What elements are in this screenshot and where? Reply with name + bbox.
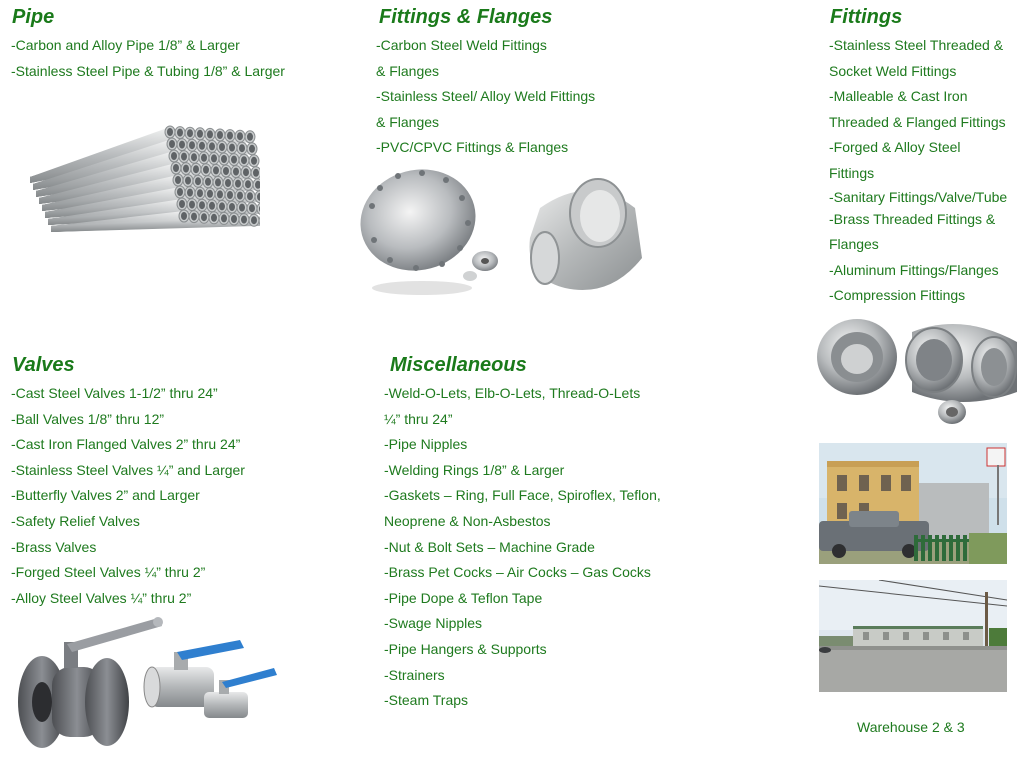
list-item: -Stainless Steel Threaded & — [829, 37, 1004, 53]
list-item: -Stainless Steel/ Alloy Weld Fittings — [376, 88, 596, 105]
pipe-bundle-image — [20, 118, 260, 240]
list-item: -Carbon Steel Weld Fittings — [376, 37, 547, 53]
miscellaneous-heading: Miscellaneous — [390, 354, 527, 376]
list-item: -Safety Relief Valves — [11, 512, 140, 529]
list-item: -Stainless Steel Valves ¼” and Larger — [11, 461, 245, 478]
list-item: -Sanitary Fittings/Valve/Tube — [829, 188, 1008, 205]
list-item: Socket Weld Fittings — [829, 62, 957, 79]
list-item: -Carbon and Alloy Pipe 1/8” & Larger — [11, 37, 240, 53]
list-item: -Weld-O-Lets, Elb-O-Lets, Thread-O-Lets — [384, 385, 641, 401]
list-item: Flanges — [829, 236, 879, 253]
list-item: -Brass Threaded Fittings & — [829, 210, 996, 227]
fittings-flanges-heading: Fittings & Flanges — [379, 6, 553, 28]
pipe-list — [11, 33, 285, 84]
fittings-flanges-list — [376, 33, 595, 161]
list-item: -Malleable & Cast Iron — [829, 88, 968, 105]
fittings-list — [829, 33, 1007, 309]
list-item: -Brass Valves — [11, 538, 97, 555]
list-item: -Forged & Alloy Steel — [829, 139, 961, 156]
list-item: -Forged Steel Valves ¼” thru 2” — [11, 564, 206, 581]
valves-heading: Valves — [12, 354, 75, 376]
list-item: -Pipe Hangers & Supports — [384, 640, 547, 657]
list-item: -Compression Fittings — [829, 287, 966, 304]
list-item: & Flanges — [376, 62, 440, 79]
socket-weld-fittings-image — [812, 312, 1024, 440]
list-item: -Cast Iron Flanged Valves 2” thru 24” — [11, 436, 241, 453]
list-item: -Butterfly Valves 2” and Larger — [11, 487, 200, 504]
miscellaneous-list — [384, 381, 661, 714]
list-item: -Swage Nipples — [384, 615, 483, 632]
warehouse-caption: Warehouse 2 & 3 — [857, 719, 965, 735]
list-item: -Steam Traps — [384, 692, 469, 709]
list-item: Threaded & Flanged Fittings — [829, 113, 1006, 130]
pipe-heading: Pipe — [12, 6, 55, 28]
list-item: & Flanges — [376, 113, 440, 130]
warehouse-street-photo — [819, 580, 1007, 692]
list-item: -Nut & Bolt Sets – Machine Grade — [384, 538, 595, 555]
list-item: -Brass Pet Cocks – Air Cocks – Gas Cocks — [384, 564, 651, 581]
list-item: ¼” thru 24” — [384, 410, 453, 427]
list-item: -Alloy Steel Valves ¼” thru 2” — [11, 589, 192, 606]
list-item: -Pipe Nipples — [384, 436, 468, 453]
list-item: -Gaskets – Ring, Full Face, Spiroflex, Teflon, — [384, 487, 661, 504]
list-item: -Aluminum Fittings/Flanges — [829, 261, 999, 278]
list-item: -Ball Valves 1/8” thru 12” — [11, 410, 165, 427]
flange-and-tee-image — [350, 168, 650, 303]
list-item: -Pipe Dope & Teflon Tape — [384, 589, 543, 606]
fittings-heading: Fittings — [830, 6, 903, 28]
list-item: -PVC/CPVC Fittings & Flanges — [376, 139, 569, 156]
list-item: Neoprene & Non-Asbestos — [384, 512, 551, 529]
list-item: -Welding Rings 1/8” & Larger — [384, 461, 565, 478]
list-item: Fittings — [829, 164, 875, 181]
valves-list — [11, 381, 245, 611]
ball-valves-image — [12, 612, 287, 752]
list-item: -Cast Steel Valves 1-1/2” thru 24” — [11, 385, 218, 401]
list-item: -Stainless Steel Pipe & Tubing 1/8” & Larger — [11, 62, 285, 79]
warehouse-building-photo — [819, 443, 1007, 564]
list-item: -Strainers — [384, 666, 445, 683]
